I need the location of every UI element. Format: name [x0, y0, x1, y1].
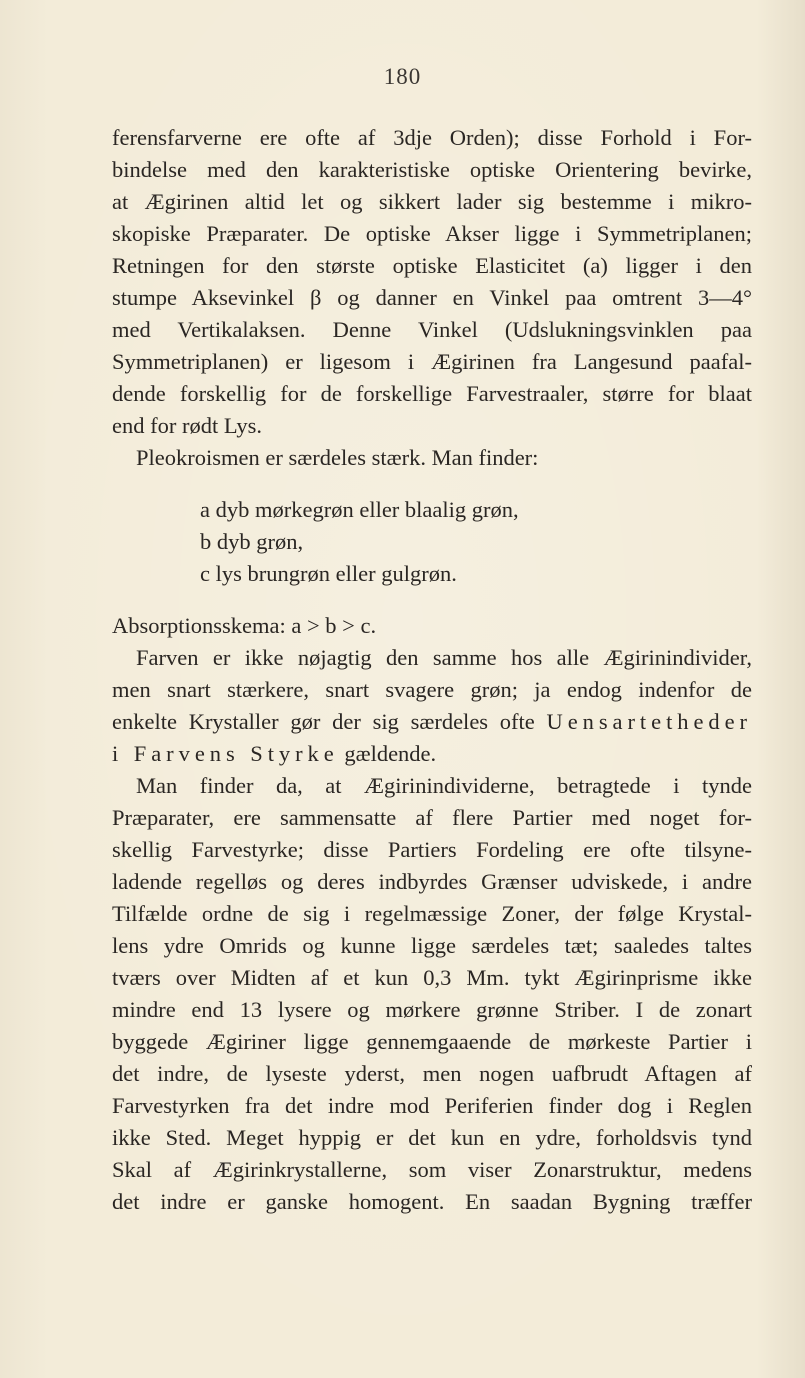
- text-line: det indre, de lyseste yderst, men nogen uafbrudt Aftagen af: [112, 1061, 752, 1086]
- text-line: Farven er ikke nøjagtig den samme hos alle Ægirinindivider,: [136, 645, 752, 670]
- pleochroism-item-b: b dyb grøn,: [200, 529, 304, 554]
- text-line: Man finder da, at Ægirinindividerne, betragtede i tynde: [136, 773, 752, 798]
- text-line: ferensfarverne ere ofte af 3dje Orden); disse Forhold i For-: [112, 125, 752, 150]
- text-line: skellig Farvestyrke; disse Partiers Fordeling ere ofte tilsyne-: [112, 837, 752, 862]
- text-line: men snart stærkere, snart svagere grøn; ja endog indenfor de: [112, 677, 752, 702]
- pleochroism-intro: Pleokroismen er særdeles stærk. Man finder:: [136, 445, 539, 470]
- text-line: Symmetriplanen) er ligesom i Ægirinen fra Langesund paafal-: [112, 349, 752, 374]
- text-line: mindre end 13 lysere og mørkere grønne Striber. I de zonart: [112, 997, 752, 1022]
- text-line: at Ægirinen altid let og sikkert lader sig bestemme i mikro-: [112, 189, 752, 214]
- text-line: dende forskellig for de forskellige Farvestraaler, større for blaat: [112, 381, 752, 406]
- text-line: [112, 738, 752, 770]
- text-fragment: gældende.: [338, 741, 437, 766]
- spaced-emphasis: i Farvens Styrke: [112, 741, 339, 766]
- text-line: stumpe Aksevinkel β og danner en Vinkel paa omtrent 3—4°: [112, 285, 752, 310]
- text-line: [112, 706, 752, 738]
- text-line: end for rødt Lys.: [112, 413, 262, 438]
- absorption-scheme: Absorptionsskema: a > b > c.: [112, 613, 377, 638]
- pleochroism-item-a: a dyb mørkegrøn eller blaalig grøn,: [200, 497, 519, 522]
- text-line: ikke Sted. Meget hyppig er det kun en ydre, forholdsvis tynd: [112, 1125, 752, 1150]
- text-line: ladende regelløs og deres indbyrdes Grænser udviskede, i andre: [112, 869, 752, 894]
- text-line: Tilfælde ordne de sig i regelmæssige Zoner, der følge Krystal-: [112, 901, 752, 926]
- text-line: Præparater, ere sammensatte af flere Partier med noget for-: [112, 805, 752, 830]
- text-line: med Vertikalaksen. Denne Vinkel (Udslukningsvinklen paa: [112, 317, 752, 342]
- text-line: tværs over Midten af et kun 0,3 Mm. tykt Ægirinprisme ikke: [112, 965, 752, 990]
- text-line: skopiske Præparater. De optiske Akser ligge i Symmetriplanen;: [112, 221, 752, 246]
- text-line: lens ydre Omrids og kunne ligge særdeles tæt; saaledes taltes: [112, 933, 752, 958]
- text-fragment: enkelte Krystaller gør der sig særdeles ofte: [112, 709, 547, 734]
- page-number: 180: [383, 64, 422, 89]
- spaced-emphasis: Uensartetheder: [546, 709, 752, 734]
- text-line: Skal af Ægirinkrystallerne, som viser Zonarstruktur, medens: [112, 1157, 752, 1182]
- text-line: byggede Ægiriner ligge gennemgaaende de mørkeste Partier i: [112, 1029, 752, 1054]
- text-line: bindelse med den karakteristiske optiske Orientering bevirke,: [112, 157, 752, 182]
- pleochroism-item-c: c lys brungrøn eller gulgrøn.: [200, 561, 457, 586]
- text-line: Farvestyrken fra det indre mod Periferien finder dog i Reglen: [112, 1093, 752, 1118]
- text-line: det indre er ganske homogent. En saadan Bygning træffer: [112, 1189, 752, 1214]
- text-line: Retningen for den største optiske Elasticitet (a) ligger i den: [112, 253, 752, 278]
